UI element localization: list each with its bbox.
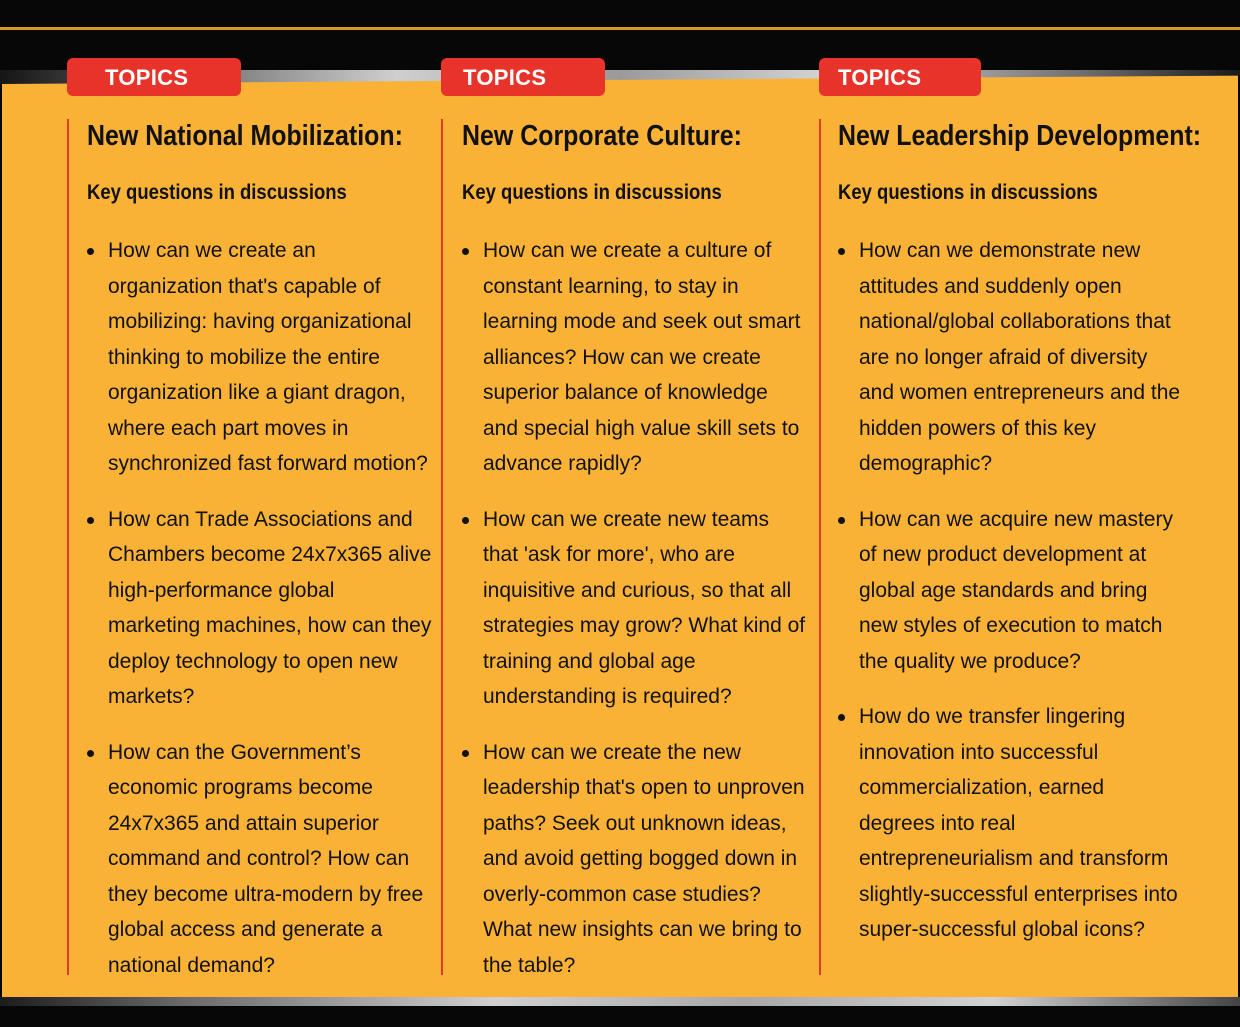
question-text: How can we demonstrate new attitudes and suddenly open national/global collaborations that are no longer afraid of diversity and women entrepreneurs and the hidden powers of this key demographic? — [859, 239, 1181, 475]
list-item — [838, 233, 1183, 482]
topics-tab-2: TOPICS — [441, 58, 605, 96]
bullet-dot-icon — [462, 750, 469, 757]
column-rule-3 — [819, 119, 821, 975]
column-subtitle: Key questions in discussions — [462, 181, 722, 204]
column-title: New Leadership Development: — [838, 120, 1202, 152]
question-text: How can Trade Associations and Chambers become 24x7x365 alive high-performance global marketing machines, how can they deploy technology to open new markets? — [108, 507, 432, 708]
column-subtitle: Key questions in discussions — [87, 181, 347, 204]
list-item — [838, 699, 1183, 948]
question-list — [87, 233, 432, 983]
bullet-dot-icon — [87, 517, 94, 524]
question-text: How do we transfer lingering innovation into successful commercialization, earned degrees into real entrepreneurialism and transform slightly-successful enterprises into super-successful global icons? — [859, 705, 1178, 941]
list-item — [87, 735, 432, 984]
question-list — [462, 233, 807, 983]
column-title: New Corporate Culture: — [462, 120, 742, 152]
bullet-dot-icon — [462, 517, 469, 524]
bullet-dot-icon — [87, 248, 94, 255]
question-text: How can we create the new leadership that's open to unproven paths? Seek out unknown ideas, and avoid getting bogged down in overly-common case studies? What new insights can we bring to the table? — [483, 740, 805, 977]
topics-tab-1: TOPICS — [67, 58, 241, 96]
column-subtitle: Key questions in discussions — [838, 181, 1098, 204]
question-text: How can we create an organization that's capable of mobilizing: having organizational thinking to mobilize the entire organization like a giant dragon, where each part moves in synchronized fast forward motion? — [108, 239, 428, 475]
list-item — [462, 735, 807, 984]
question-text: How can the Government’s economic programs become 24x7x365 and attain superior command and control? How can they become ultra-modern by free global access and generate a national demand? — [108, 740, 424, 977]
list-item — [87, 502, 432, 715]
topic-column-national-mobilization — [87, 118, 432, 1003]
question-list — [838, 233, 1183, 948]
question-text: How can we create new teams that 'ask for more', who are inquisitive and curious, so that all strategies may grow? What kind of training and global age understanding is required? — [483, 507, 806, 708]
topic-column-corporate-culture — [462, 118, 807, 1003]
list-item — [87, 233, 432, 482]
list-item — [838, 502, 1183, 680]
list-item — [462, 233, 807, 482]
column-title: New National Mobilization: — [87, 120, 403, 152]
question-text: How can we acquire new mastery of new product development at global age standards and bring new styles of execution to match the quality we produce? — [859, 507, 1173, 673]
bullet-dot-icon — [838, 714, 845, 721]
bullet-dot-icon — [87, 750, 94, 757]
question-text: How can we create a culture of constant learning, to stay in learning mode and seek out smart alliances? How can we create superior balance of knowledge and special high value skill sets to advance rapidly? — [483, 239, 801, 475]
column-rule-1 — [67, 119, 69, 975]
bullet-dot-icon — [462, 248, 469, 255]
topic-column-leadership-development — [838, 118, 1202, 968]
column-rule-2 — [441, 119, 443, 975]
list-item — [462, 502, 807, 715]
bullet-dot-icon — [838, 248, 845, 255]
topics-tab-3: TOPICS — [819, 58, 981, 96]
bullet-dot-icon — [838, 517, 845, 524]
top-gold-line — [0, 27, 1240, 30]
